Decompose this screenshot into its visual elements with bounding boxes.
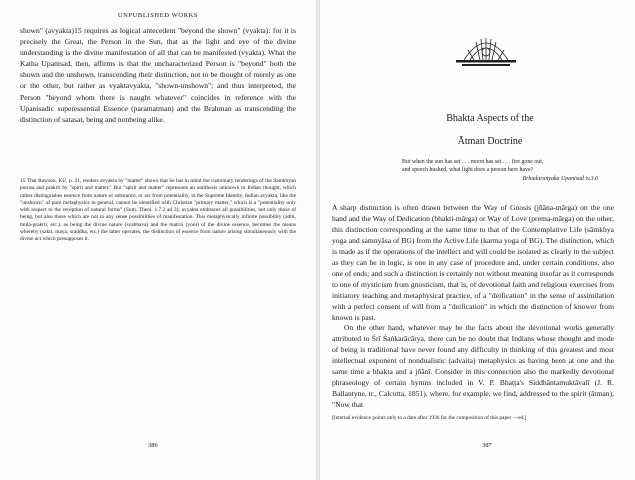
body-text [332,203,614,411]
page-number: 386 [148,442,158,449]
body-text: shown" (avyakta)15 requires as logical antecedent "beyond the shown" (vyakta): for it is precisely the Great, the Person in the Sun, that as the light and eye of the divine understanding is the divine manifestation of all that can be manifested (vyakta). What the Katha Upanisad, then, affirms is that the uncharacterized Person is "beyond" both the shown and the unshown, transcending their distinction, not to be thought of merely as one or the other, but rather as vyaktavyakta, "shown-unshown"; and thus interpreted, the Person "beyond whom there is naught whatever" coincides in reference with the Upanisadic superessential Essence (paramatman) and the Brahman as transcending the distinction of satasat, being and nonbeing alike. [20,26,296,124]
epigraph-line: But when the sun has set . . . moon has set . . . fire gone out, [402,159,544,165]
epigraph-line: and speech hushed, what light does a person here have? [402,167,534,174]
lotus-sun-ornament-icon [450,30,522,70]
footnote: [Internal evidence points only to a date after 1936 for the composition of this paper —ed.] [332,415,527,421]
chapter-subtitle: Ātman Doctrine [457,136,523,147]
epigraph-source: Brhadaranyaka Upanisad iv.3.6 [522,175,598,182]
epigraph [402,158,598,183]
paragraph: On the other hand, whatever may be the facts about the devotional works generally attributed to Śrī Śaṅkarācārya, there can be no doubt that Indians whose thought and mode of being is traditional have never found any difficulty in thinking of this greatest and most intellectual exponent of nondualistic (advaita) metaphysics as having been at one and the same time a bhakta and a jñānī. Consider in this connection also the markedly devotional phraseology of certain hymns included in V. P. Bhaṭṭa's Siddhāntamuktāvalī (J. R. Ballantyne, tr., Calcutta, 1851), where, for example, we find, addressed to the spirit (ātman), "Now that [332,323,614,410]
page-number: 387 [482,442,492,449]
footnote: 15 That Rawson, KU, p. 21, renders avyakta by "matter" shows that he has in mind the customary renderings of the Samkhyan purusa and prakrti by "spirit and matter." But "spirit and matter" represents an antithesis unknown to Indian thought, which rather distinguishes essence from nature or substance, or act from potentiality, in the Supreme Identity. Indian avyakta, like the "unshown" of pure metaphysics in general, cannot be identified with Christian "primary matter," which is a "potentiality only with respect to the reception of natural forms" (Sum. Theol. 1.7.2 ad 3); avyakta embraces all possibilities, not only those of being, but also those which are not in any sense possibilities of manifestation. This metaphysically infinite possibility (aditi, mula-prakrti, etc.), as being the divine nature (svabhava) and the matrix (yoni) of the divine essence, becomes the means whereby (sakti, maya, sraddha, etc.) the latter operates, the distinction of essence from nature arising simultaneously with the divine act which presupposes it. [20,178,296,243]
left-page [0,0,316,480]
right-page [320,0,635,480]
paragraph: A sharp distinction is often drawn between the Way of Gnosis (jñāna-mārga) on the one hand and the Way of Dedication (bhakti-mārga) or Way of Love (prema-mārga) on the other, this distinction corresponding at the same time to that of the Contemplative Life (sāmkhya yoga and samnyāsa of BG) from the Active Life (karma yoga of BG). The distinction, which is made as if the operations of the intellect and will could be isolated as clearly in the subject as they can be in logic, is one in any case of procedure and, under certain conditions, also one of ends; and such a distinction is certainly not without meaning insofar as it corresponds to one of mysticism from gnosticism, that is, of devotional faith and religious exercises from initiatory teaching and metaphysical practice, of a "deification" in the sense of assimilation with a perfect consent of will from a "deification" in which the distinction of knower from known is past. [332,203,614,322]
running-head: UNPUBLISHED WORKS [117,12,199,19]
chapter-title: Bhakta Aspects of the [446,113,534,124]
